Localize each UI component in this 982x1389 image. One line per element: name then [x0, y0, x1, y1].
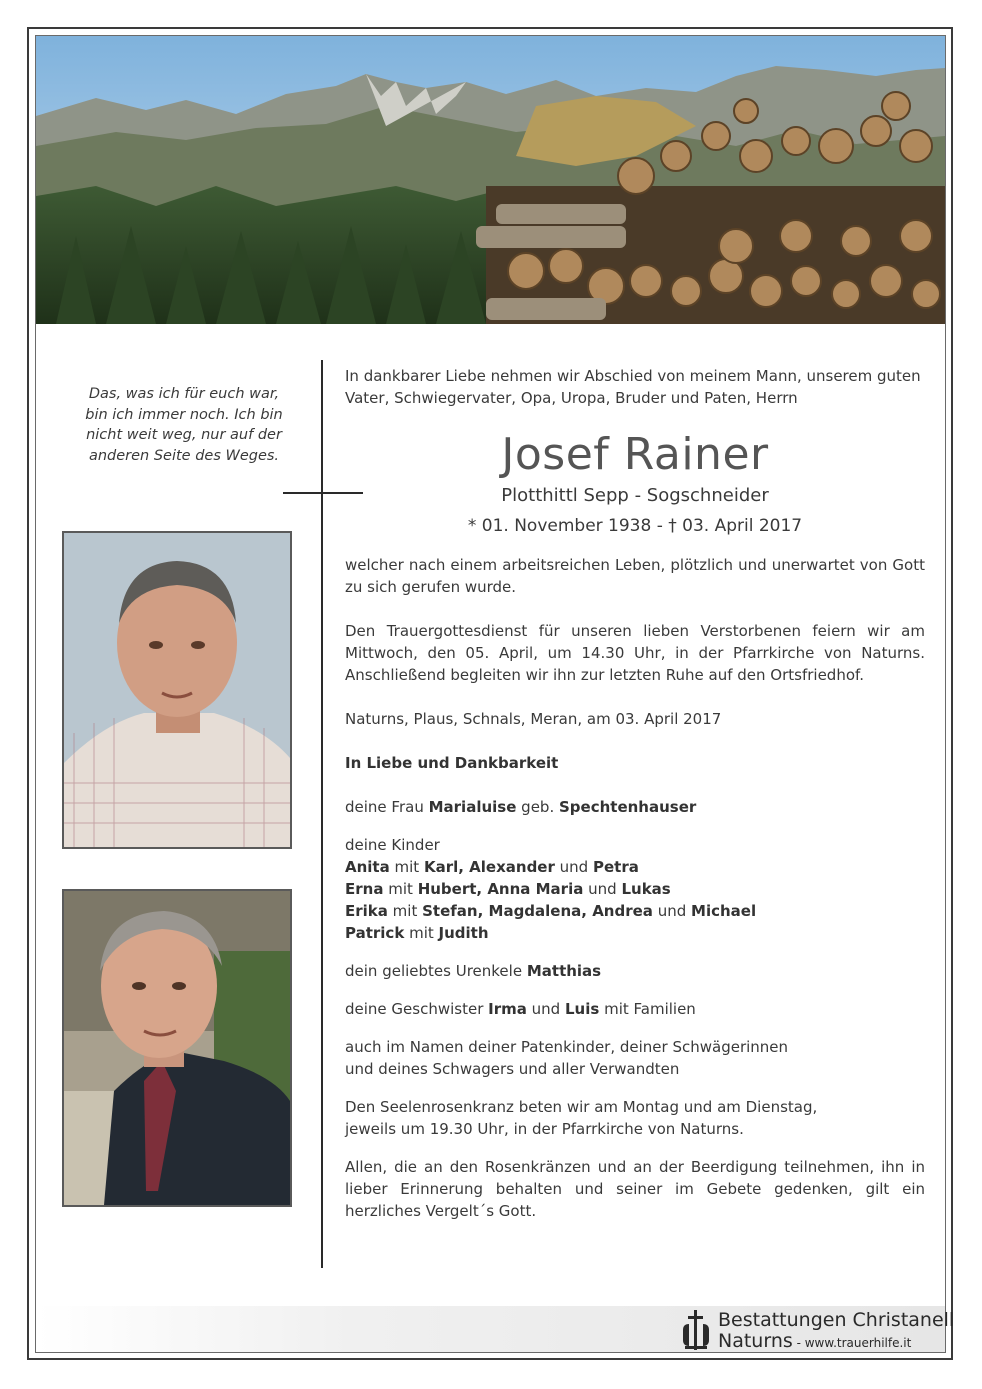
child-family-last: Michael [691, 902, 757, 920]
mountain-banner-image [36, 36, 945, 324]
great-grandchild-prefix: dein geliebtes Urenkele [345, 962, 523, 980]
siblings-suffix: mit Familien [604, 1000, 696, 1018]
child-family-last: Petra [593, 858, 639, 876]
also-line-1: auch im Namen deiner Patenkinder, deiner Schwägerinnen [345, 1038, 789, 1056]
quote-line: Das, was ich für euch war, [88, 386, 280, 402]
love-heading [345, 752, 925, 774]
children-row [345, 900, 925, 922]
life-dates: * 01. November 1938 - † 03. April 2017 [467, 516, 803, 536]
und-word: und [657, 902, 687, 920]
rosary-line-2: jeweils um 19.30 Uhr, in der Pfarrkirche von Naturns. [345, 1120, 744, 1138]
child-family: Hubert, Anna Maria [417, 880, 584, 898]
deceased-nickname: Plotthittl Sepp - Sogschneider [501, 485, 769, 506]
children-row [345, 922, 925, 944]
children-row [345, 856, 925, 878]
deceased-name: Josef Rainer [501, 429, 769, 480]
service-text: Den Trauergottesdienst für unseren lieben Verstorbenen feiern wir am Mittwoch, den 05. April, um 14.30 Uhr, in der Pfarrkirche von Naturns. Anschließend begleiten wir ihn zur letzten Ruhe auf den Ortsfriedhof. [345, 622, 925, 684]
great-grandchild-line [345, 960, 925, 982]
und-word: und [588, 880, 617, 898]
mit-word: mit [388, 880, 413, 898]
obituary-text [345, 365, 925, 1222]
portrait-photo-1 [62, 531, 292, 849]
child-family: Judith [438, 924, 489, 942]
place-date: Naturns, Plaus, Schnals, Meran, am 03. April 2017 [345, 710, 722, 728]
mit-word: mit [392, 902, 418, 920]
mit-word: mit [409, 924, 434, 942]
child-name: Anita [345, 858, 390, 876]
sibling-name: Luis [565, 1000, 600, 1018]
child-family-last: Lukas [621, 880, 671, 898]
wife-line [345, 796, 925, 818]
child-name: Erika [345, 902, 388, 920]
child-name: Patrick [345, 924, 405, 942]
love-heading-text: In Liebe und Dankbarkeit [345, 754, 559, 772]
sibling-name: Irma [488, 1000, 527, 1018]
quote-line: nicht weit weg, nur auf der [86, 427, 282, 443]
great-grandchild-name: Matthias [526, 962, 602, 980]
portrait-photo-2 [62, 889, 292, 1207]
funeral-home-name [718, 1310, 954, 1354]
children-row [345, 878, 925, 900]
wife-name: Marialuise [428, 798, 517, 816]
child-name: Erna [345, 880, 384, 898]
mit-word: mit [394, 858, 420, 876]
cross-vertical-bar [321, 360, 323, 1268]
children-heading: deine Kinder [345, 836, 440, 854]
child-family: Stefan, Magdalena, Andrea [422, 902, 653, 920]
und-word: und [531, 1000, 561, 1018]
quote-line: anderen Seite des Weges. [88, 447, 280, 464]
wife-geb: geb. [521, 798, 555, 816]
firm-website: - www.trauerhilfe.it [792, 1336, 912, 1350]
siblings-prefix: deine Geschwister [345, 1000, 484, 1018]
closing-text: Allen, die an den Rosenkränzen und an der Beerdigung teilnehmen, ihn in lieber Erinnerung behalten und seiner im Gebete gedenken, gilt ein herzliches Vergelt´s Gott. [345, 1158, 925, 1220]
also-line-2: und deines Schwagers und aller Verwandten [345, 1060, 680, 1078]
quote-line: bin ich immer noch. Ich bin [85, 406, 283, 423]
und-word: und [559, 858, 589, 876]
siblings-line [345, 998, 925, 1020]
intro-text: In dankbarer Liebe nehmen wir Abschied von meinem Mann, unserem guten Vater, Schwiegervater, Opa, Uropa, Bruder und Paten, Herrn [345, 367, 921, 407]
rosary-line-1: Den Seelenrosenkranz beten wir am Montag und am Dienstag, [345, 1098, 818, 1116]
firm-line-2 [718, 1331, 954, 1354]
wife-maiden-name: Spechtenhauser [559, 798, 697, 816]
called-text: welcher nach einem arbeitsreichen Leben, plötzlich und unerwartet von Gott zu sich gerufen wurde. [345, 556, 925, 596]
memorial-quote [74, 384, 294, 466]
child-family: Karl, Alexander [423, 858, 555, 876]
funeral-home-logo-icon [680, 1310, 712, 1350]
firm-name: Bestattungen Christanell [718, 1309, 955, 1331]
wife-prefix: deine Frau [345, 798, 424, 816]
firm-town: Naturns [718, 1330, 793, 1352]
